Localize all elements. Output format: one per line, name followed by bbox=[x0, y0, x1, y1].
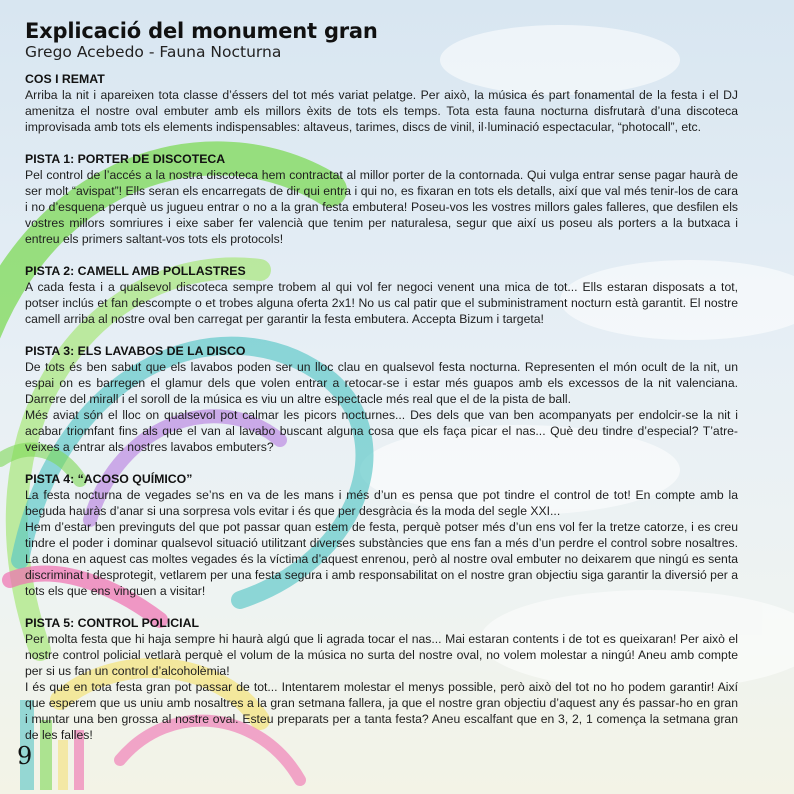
page-title: Explicació del monument gran bbox=[25, 19, 378, 43]
section-title: PISTA 3: ELS LAVABOS DE LA DISCO bbox=[25, 344, 246, 358]
section-cos-i-remat bbox=[25, 71, 738, 135]
section-pista-1 bbox=[25, 151, 738, 247]
section-title: PISTA 5: CONTROL POLICIAL bbox=[25, 616, 199, 630]
section-pista-3 bbox=[25, 343, 738, 455]
section-paragraph: I és que en tota festa gran pot passar de tot... Intentarem molestar el menys possible, però això del tot no ho podem garantir! Així que esperem que us uniu amb nosaltres a la gran setmana fallera, ja que el nostre gran objectiu d’aquest any és passar-ho en gran i muntar una ben grossa al nostre oval. Esteu preparats per a tanta festa? Aneu escalfant que en 3, 2, 1 comença la setmana gran de les falles! bbox=[25, 680, 738, 742]
section-pista-5 bbox=[25, 615, 738, 743]
section-paragraph: La festa nocturna de vegades se’ns en va de les mans i més d’un es pensa que pot tindre el control de tot! En compte amb la beguda hauràs d’anar si una sorpresa vols evitar i és que per desgràcia és la moda del segle XXI... bbox=[25, 488, 738, 518]
section-paragraph: De tots és ben sabut que els lavabos poden ser un lloc clau en qualsevol festa nocturna. Representen el món ocult de la nit, un espai on es barregen el glamur dels que volen entrar a retocar-se i estar més guapos amb els excessos de la nit valenciana. Darrere del mirall i el soroll de la música es viu un altre espectacle més real que el de la pista de ball. bbox=[25, 360, 738, 406]
section-paragraph: Més aviat són el lloc on qualsevol pot calmar les picors nocturnes... Des dels que van ben acompanyats per endolcir-se la nit i acabar triomfant fins als que el van al lavabo buscant alguna cosa que els faça picar el nas... Què deu tindre d’especial? T’atre-veixes a entrar als nostres lavabos embuters? bbox=[25, 408, 738, 454]
section-title: PISTA 4: “ACOSO QUÍMICO” bbox=[25, 472, 193, 486]
section-title: PISTA 1: PORTER DE DISCOTECA bbox=[25, 152, 226, 166]
page-subtitle: Grego Acebedo - Fauna Nocturna bbox=[25, 43, 282, 61]
page-number: 9 bbox=[17, 742, 33, 770]
section-paragraph: A cada festa i a qualsevol discoteca sempre trobem al qui vol fer negoci venent una mica de tot... Ells estaran disposats a tot, potser inclús et fan descompte o et trobes alguna oferta 2x1! No us cal patir que el subministrament nocturn està garantit. El nostre camell arriba al nostre oval ben carregat per garantir la festa embutera. Accepta Bizum i targeta! bbox=[25, 280, 738, 326]
section-paragraph: Pel control de l’accés a la nostra discoteca hem contractat al millor porter de la contornada. Qui vulga entrar sense pagar haurà de ser molt “avispat”! Ells seran els encarregats de dir qui entra i qui no, es fixaran en tots els detalls, així que val més tenir-los de cara i no d’esquena perquè us jugueu entrar o no a la gran festa embutera! Poseu-vos les vostres millors gales falleres, que desfilen els vostres millors somriures i eixe saber fer valencià que tenim per naturalesa, segur que així us poseu als porters a la butxaca i entreu els primers saltant-vos tots els protocols! bbox=[25, 168, 738, 246]
section-pista-4 bbox=[25, 471, 738, 599]
section-paragraph: Per molta festa que hi haja sempre hi haurà algú que li agrada tocar el nas... Mai estaran contents i de tot es queixaran! Per això el nostre control policial vetlarà perquè el volum de la música no surta del nostre oval, no volem molestar a ningú! Aneu amb compte per si us fan un control d’alcoholèmia! bbox=[25, 632, 738, 678]
document-content bbox=[25, 18, 738, 759]
section-paragraph: Hem d’estar ben previnguts del que pot passar quan estem de festa, perquè potser més d’un ens vol fer la tretze catorze, i es creu tindre el poder i dominar qualsevol situació utilitzant diverses substàncies que ens fan a més d’un perdre el control sobre nosaltres. La dona en aquest cas moltes vegades és la víctima d’aquest enrenou, però al nostre oval embuter no deixarem que ningú es senta discriminat i desprotegit, vetlarem per una festa segura i amb responsabilitat on el nostre gran objectiu siga garantir la diversió per a tots els que ens vinguen a visitar! bbox=[25, 520, 738, 598]
section-paragraph: Arriba la nit i apareixen tota classe d’éssers del tot més variat pelatge. Per això, la música és part fonamental de la festa i el DJ amenitza el nostre oval embuter amb els millors èxits de tots els temps. Tota esta fauna nocturna disfrutarà d’una discoteca improvisada amb tots els elements indispensables: altaveus, tarimes, discs de vinil, il·luminació espectacular, “photocall”, etc. bbox=[25, 88, 738, 134]
section-title: COS I REMAT bbox=[25, 72, 105, 86]
section-title: PISTA 2: CAMELL AMB POLLASTRES bbox=[25, 264, 246, 278]
section-pista-2 bbox=[25, 263, 738, 327]
